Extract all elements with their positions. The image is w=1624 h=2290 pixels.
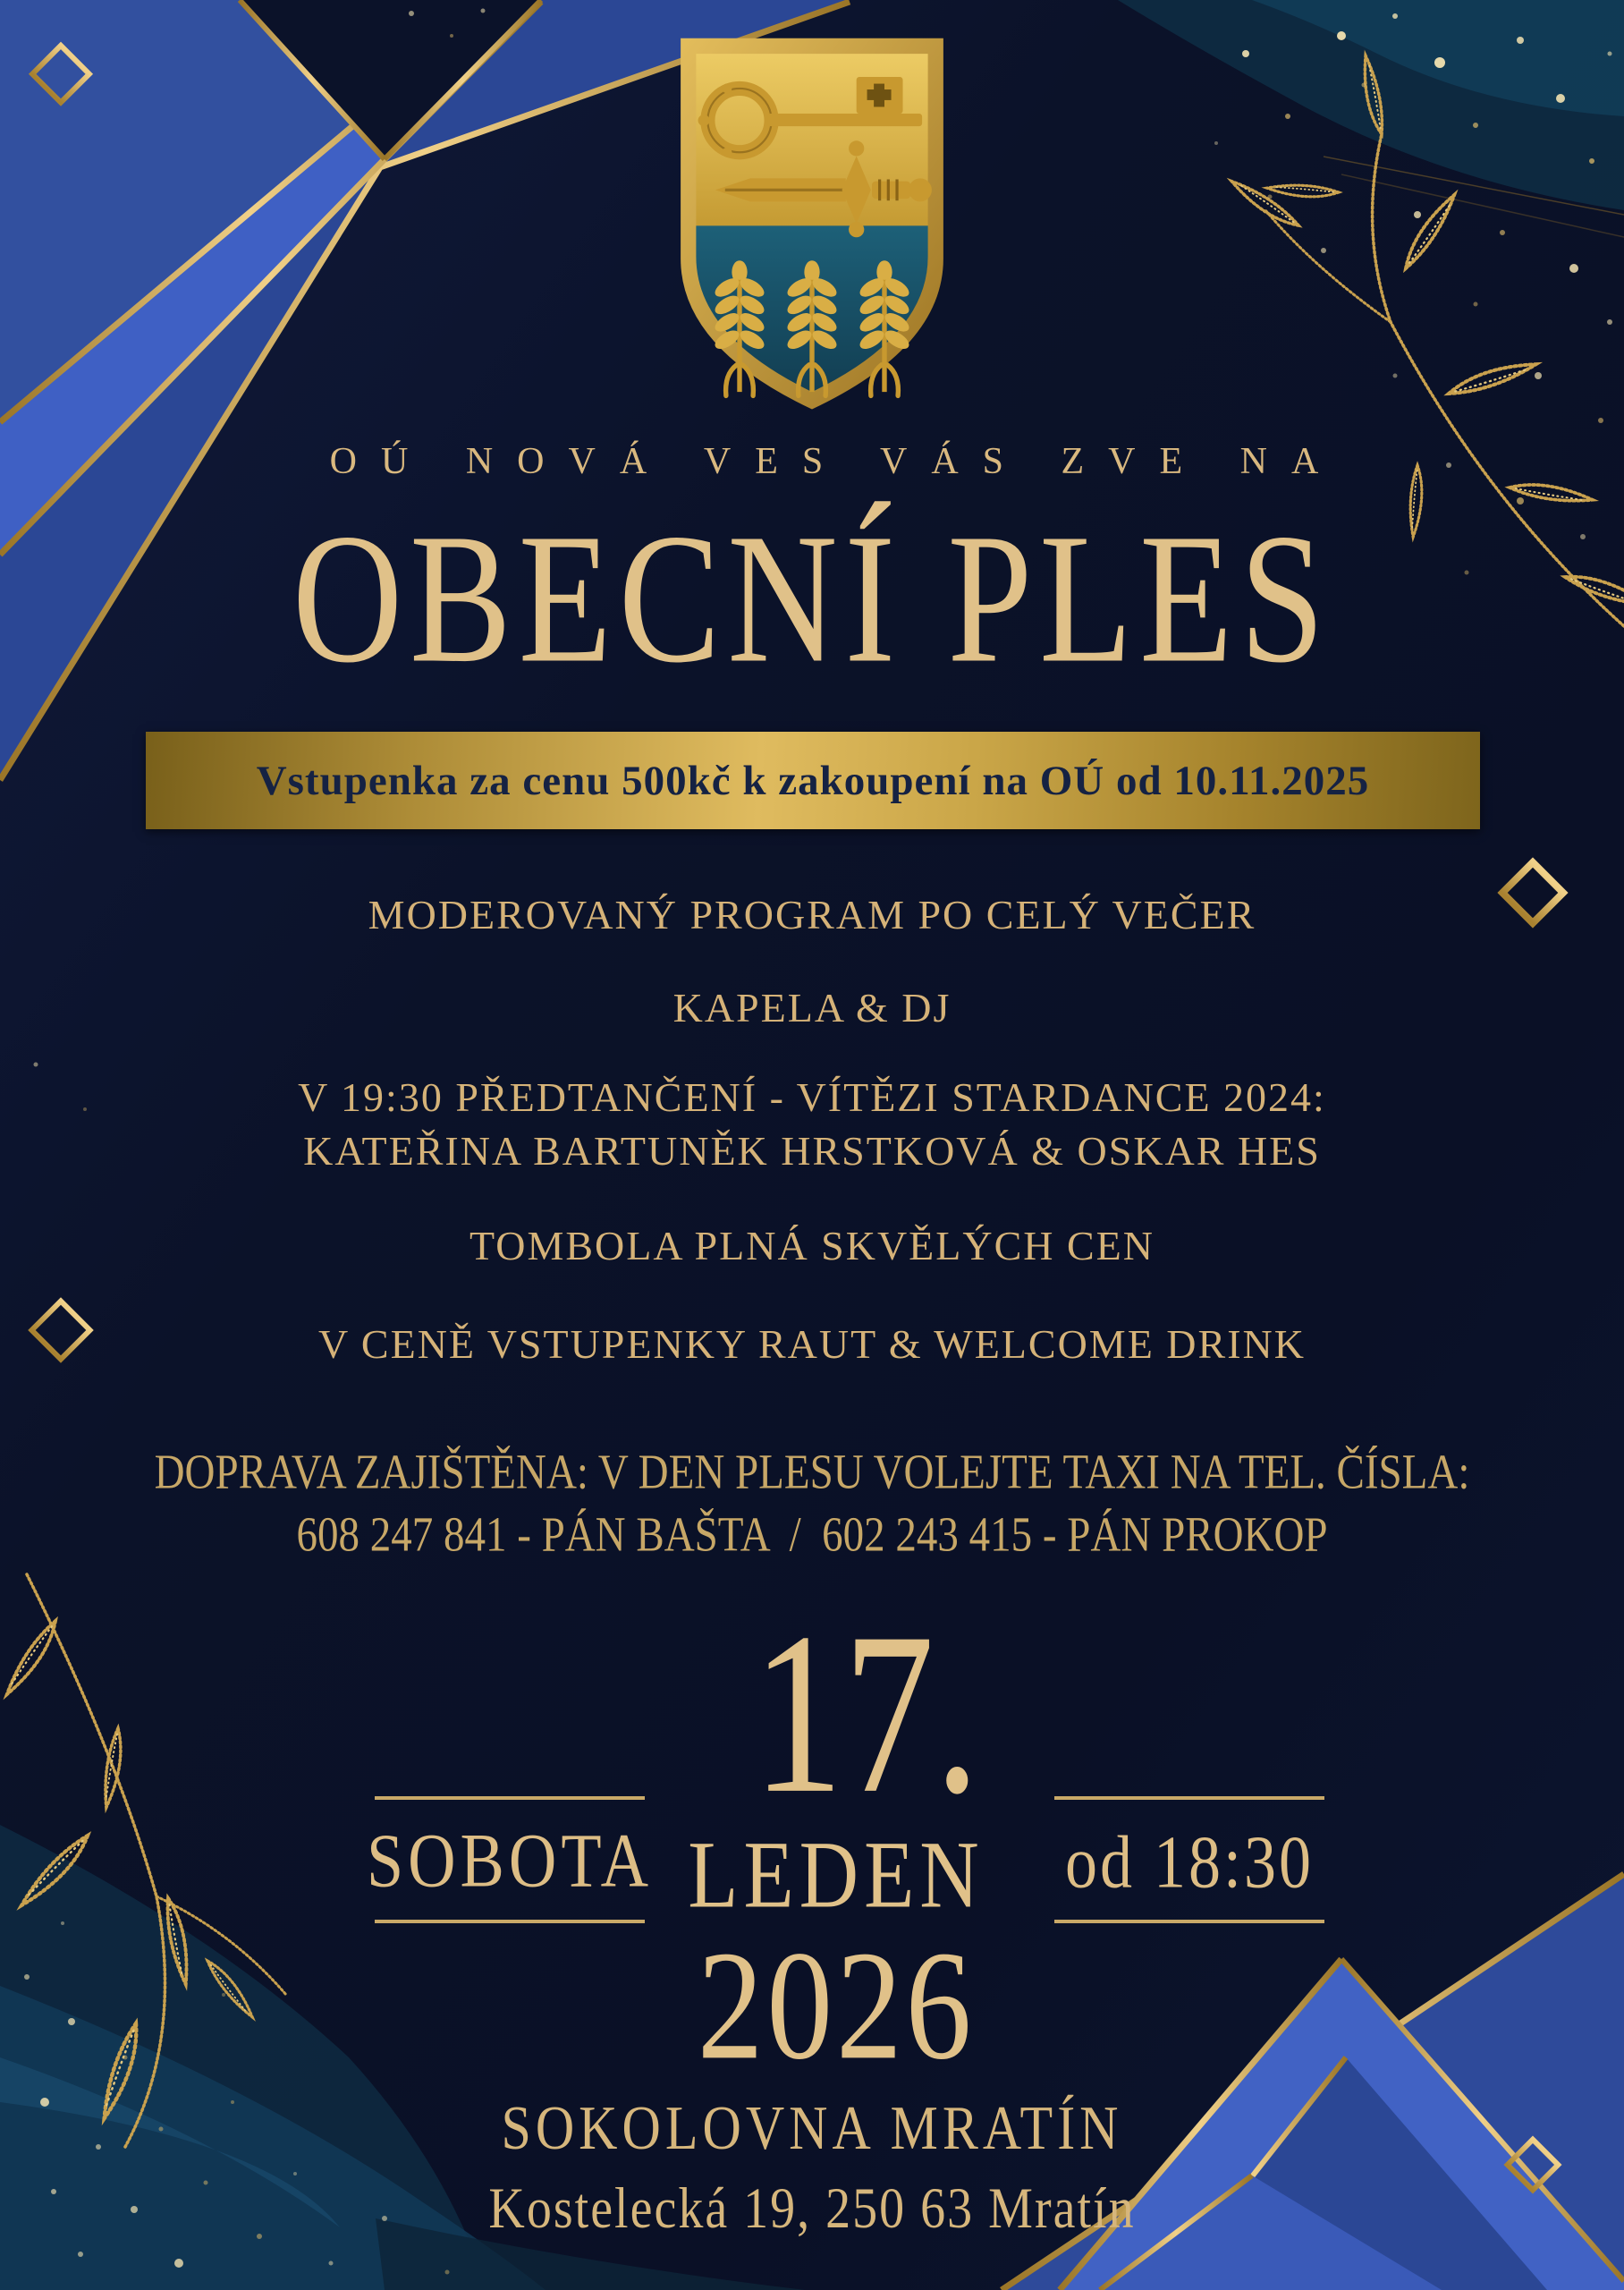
- divider-line: [1054, 1920, 1324, 1923]
- date-month: LEDEN: [688, 1821, 985, 1928]
- date-weekday: SOBOTA: [366, 1819, 654, 1904]
- date-time: od 18:30: [1064, 1820, 1314, 1904]
- coat-of-arms-icon: [667, 23, 957, 420]
- date-day: 17.: [751, 1584, 980, 1842]
- page-title: OBECNÍ PLES: [292, 496, 1332, 702]
- program-line-5: TOMBOLA PLNÁ SKVĚLÝCH CEN: [469, 1223, 1155, 1268]
- program-line-3: V 19:30 PŘEDTANČENÍ - VÍTĚZI STARDANCE 2024:: [298, 1074, 1326, 1120]
- program-line-4: KATEŘINA BARTUNĚK HRSTKOVÁ & OSKAR HES: [303, 1128, 1321, 1174]
- date-year: 2026: [697, 1919, 976, 2092]
- program-line-2: KAPELA & DJ: [672, 985, 952, 1030]
- ticket-banner-text: Vstupenka za cenu 500kč k zakoupení na OÚ od 10.11.2025: [256, 757, 1370, 804]
- ticket-banner: [146, 732, 1480, 829]
- divider-line: [375, 1796, 645, 1800]
- transport-line-1: DOPRAVA ZAJIŠTĚNA: V DEN PLESU VOLEJTE TAXI NA TEL. ČÍSLA:: [154, 1445, 1470, 1500]
- venue-address: Kostelecká 19, 250 63 Mratín: [488, 2176, 1136, 2241]
- divider-line: [1054, 1796, 1324, 1800]
- transport-line-2: 608 247 841 - PÁN BAŠTA / 602 243 415 - PÁN PROKOP: [296, 1507, 1328, 1563]
- wheat-icons: [712, 260, 912, 395]
- venue-name: SOKOLOVNA MRATÍN: [501, 2093, 1123, 2163]
- intro-line: OÚ NOVÁ VES VÁS ZVE NA: [329, 441, 1343, 482]
- program-line-6: V CENĚ VSTUPENKY RAUT & WELCOME DRINK: [318, 1321, 1306, 1367]
- program-line-1: MODEROVANÝ PROGRAM PO CELÝ VEČER: [368, 892, 1256, 937]
